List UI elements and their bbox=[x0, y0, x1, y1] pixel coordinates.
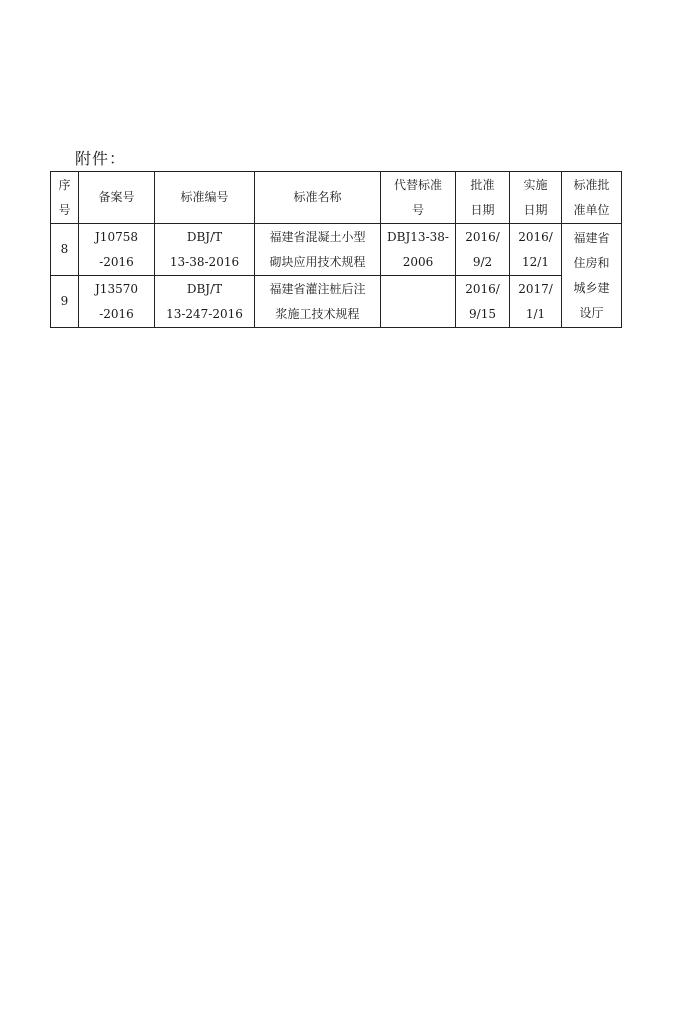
standards-table bbox=[50, 171, 622, 328]
attachment-label: 附件： bbox=[75, 149, 127, 168]
cell-approve-unit: 福建省 住房和 城乡建 设厅 bbox=[562, 224, 622, 328]
cell-approve-date: 2016/ 9/2 bbox=[456, 224, 510, 276]
table-header-row bbox=[51, 172, 622, 224]
header-record-no: 备案号 bbox=[79, 172, 155, 224]
cell-record-no: J13570 -2016 bbox=[79, 276, 155, 328]
cell-seq: 9 bbox=[51, 276, 79, 328]
cell-impl-date: 2016/ 12/1 bbox=[510, 224, 562, 276]
header-approve-date: 批准 日期 bbox=[456, 172, 510, 224]
cell-seq: 8 bbox=[51, 224, 79, 276]
cell-std-name: 福建省灌注桩后注 浆施工技术规程 bbox=[255, 276, 381, 328]
cell-std-no: DBJ/T 13-38-2016 bbox=[155, 224, 255, 276]
cell-record-no: J10758 -2016 bbox=[79, 224, 155, 276]
cell-std-name: 福建省混凝土小型 砌块应用技术规程 bbox=[255, 224, 381, 276]
header-std-no: 标准编号 bbox=[155, 172, 255, 224]
table-row bbox=[51, 276, 622, 328]
cell-std-no: DBJ/T 13-247-2016 bbox=[155, 276, 255, 328]
header-replaced: 代替标准 号 bbox=[381, 172, 456, 224]
header-std-name: 标准名称 bbox=[255, 172, 381, 224]
cell-approve-date: 2016/ 9/15 bbox=[456, 276, 510, 328]
cell-replaced bbox=[381, 276, 456, 328]
header-approve-unit: 标准批 准单位 bbox=[562, 172, 622, 224]
cell-replaced: DBJ13-38- 2006 bbox=[381, 224, 456, 276]
cell-impl-date: 2017/ 1/1 bbox=[510, 276, 562, 328]
header-impl-date: 实施 日期 bbox=[510, 172, 562, 224]
header-seq: 序 号 bbox=[51, 172, 79, 224]
table-row bbox=[51, 224, 622, 276]
